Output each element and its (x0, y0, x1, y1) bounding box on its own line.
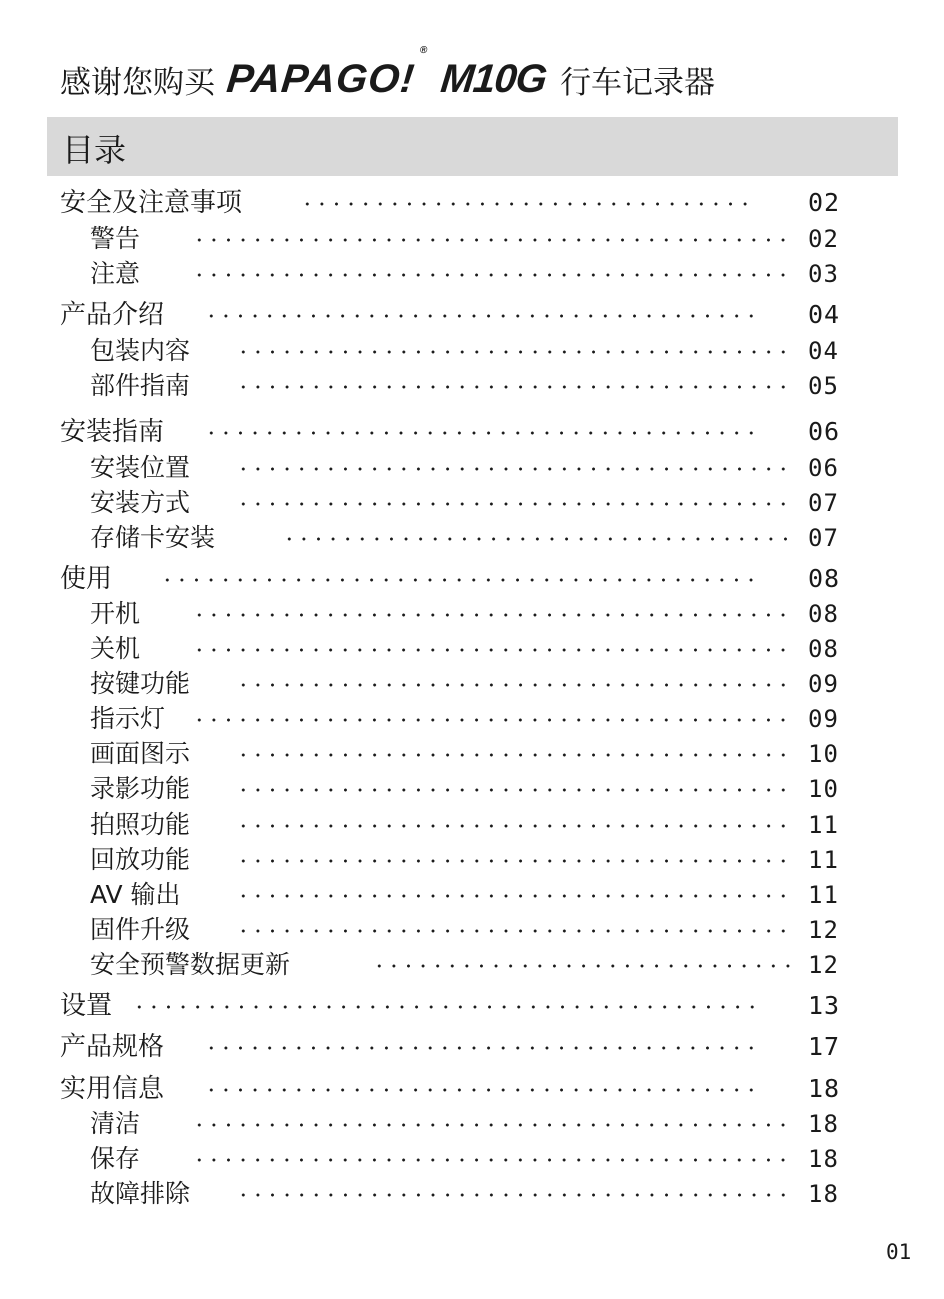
toc-subsection-entry[interactable] (0, 948, 944, 982)
toc-entry-page: 17 (808, 1032, 841, 1061)
toc-entry-label: 警告 (90, 224, 141, 253)
toc-subsection-entry[interactable] (0, 222, 944, 256)
toc-subsection-entry[interactable] (0, 772, 944, 806)
toc-section-entry[interactable] (0, 186, 944, 220)
toc-entry-label: 使用 (60, 564, 113, 594)
toc-entry-label: 实用信息 (60, 1074, 165, 1104)
dot-leader (372, 964, 796, 968)
toc-entry-page: 06 (808, 417, 841, 446)
dot-leader (236, 350, 796, 354)
toc-entry-label: 开机 (90, 599, 141, 628)
dot-leader (236, 683, 796, 687)
brand-name: PAPAGO! (224, 56, 418, 101)
dot-leader (236, 385, 796, 389)
toc-entry-label: 产品规格 (60, 1032, 165, 1062)
dot-leader (204, 1088, 758, 1092)
header-prefix: 感谢您购买 (60, 64, 215, 101)
dot-leader (236, 859, 796, 863)
toc-entry-label: 画面图示 (90, 739, 191, 768)
toc-entry-page: 11 (808, 811, 839, 839)
toc-subsection-entry[interactable] (0, 913, 944, 947)
toc-entry-page: 07 (808, 524, 839, 552)
toc-subsection-entry[interactable] (0, 702, 944, 736)
header-suffix: 行车记录器 (560, 64, 716, 101)
toc-entry-label: 存储卡安装 (90, 523, 216, 552)
toc-entry-label: 安全及注意事项 (60, 188, 243, 218)
toc-entry-label: 固件升级 (90, 915, 191, 944)
toc-entry-page: 04 (808, 337, 839, 365)
toc-subsection-entry[interactable] (0, 257, 944, 291)
toc-subsection-entry[interactable] (0, 1177, 944, 1211)
toc-entry-page: 12 (808, 951, 839, 979)
toc-entry-label: 回放功能 (90, 845, 191, 874)
toc-subsection-entry[interactable] (0, 843, 944, 877)
toc-entry-page: 02 (808, 188, 841, 217)
dot-leader (236, 1193, 796, 1197)
toc-subsection-entry[interactable] (0, 808, 944, 842)
toc-subsection-entry[interactable] (0, 369, 944, 403)
toc-section-entry[interactable] (0, 298, 944, 332)
toc-entry-page: 08 (808, 564, 841, 593)
toc-entry-page: 09 (808, 705, 839, 733)
toc-entry-label: 包装内容 (90, 336, 191, 365)
toc-entry-page: 18 (808, 1074, 841, 1103)
dot-leader (282, 537, 796, 541)
toc-subsection-entry[interactable] (0, 1107, 944, 1141)
toc-subsection-entry[interactable] (0, 451, 944, 485)
toc-entry-label: 设置 (60, 991, 113, 1021)
toc-subsection-entry[interactable] (0, 1142, 944, 1176)
dot-leader (300, 202, 758, 206)
dot-leader (236, 894, 796, 898)
dot-leader (204, 1046, 758, 1050)
toc-section-entry[interactable] (0, 1030, 944, 1064)
toc-entry-page: 07 (808, 489, 839, 517)
toc-title-bar (47, 117, 898, 176)
dot-leader (236, 467, 796, 471)
page-number: 01 (886, 1240, 912, 1264)
toc-entry-label: 拍照功能 (90, 810, 191, 839)
toc-entry-label: 产品介绍 (60, 300, 165, 330)
toc-entry-label: 录影功能 (90, 774, 191, 803)
toc-entry-label: 指示灯 (90, 704, 166, 733)
toc-title: 目录 (62, 131, 127, 169)
toc-entry-page: 18 (808, 1145, 839, 1173)
toc-entry-label: 保存 (90, 1144, 141, 1173)
toc-entry-label: 清洁 (90, 1109, 141, 1138)
dot-leader (192, 273, 796, 277)
toc-entry-page: 02 (808, 225, 839, 253)
toc-entry-label: 注意 (90, 259, 141, 288)
dot-leader (192, 718, 796, 722)
dot-leader (236, 929, 796, 933)
toc-subsection-entry[interactable] (0, 486, 944, 520)
toc-entry-page: 11 (808, 846, 839, 874)
dot-leader (192, 613, 796, 617)
toc-entry-label: AV 输出 (90, 880, 181, 909)
toc-section-entry[interactable] (0, 989, 944, 1023)
toc-section-entry[interactable] (0, 562, 944, 596)
toc-subsection-entry[interactable] (0, 521, 944, 555)
toc-entry-page: 10 (808, 740, 839, 768)
dot-leader (192, 1158, 796, 1162)
toc-subsection-entry[interactable] (0, 632, 944, 666)
toc-entry-page: 13 (808, 991, 841, 1020)
toc-entry-page: 18 (808, 1180, 839, 1208)
toc-entry-label: 安装位置 (90, 453, 191, 482)
toc-entry-page: 10 (808, 775, 839, 803)
toc-entry-label: 安全预警数据更新 (90, 950, 291, 979)
dot-leader (236, 753, 796, 757)
dot-leader (236, 824, 796, 828)
model-name: M10G (438, 56, 549, 101)
dot-leader (236, 788, 796, 792)
toc-entry-page: 03 (808, 260, 839, 288)
toc-entry-page: 05 (808, 372, 839, 400)
toc-subsection-entry[interactable] (0, 878, 944, 912)
dot-leader (192, 238, 796, 242)
toc-entry-page: 18 (808, 1110, 839, 1138)
registered-mark: ® (419, 44, 429, 56)
toc-entry-page: 04 (808, 300, 841, 329)
dot-leader (160, 578, 758, 582)
toc-entry-page: 12 (808, 916, 839, 944)
toc-entry-label: 安装方式 (90, 488, 191, 517)
toc-entry-label: 关机 (90, 634, 141, 663)
toc-entry-page: 06 (808, 454, 839, 482)
toc-subsection-entry[interactable] (0, 737, 944, 771)
toc-entry-page: 11 (808, 881, 839, 909)
toc-entry-label: 故障排除 (90, 1179, 191, 1208)
toc-subsection-entry[interactable] (0, 597, 944, 631)
toc-subsection-entry[interactable] (0, 667, 944, 701)
dot-leader (204, 431, 758, 435)
dot-leader (132, 1005, 758, 1009)
toc-subsection-entry[interactable] (0, 334, 944, 368)
dot-leader (204, 314, 758, 318)
dot-leader (192, 648, 796, 652)
dot-leader (236, 502, 796, 506)
toc-entry-label: 安装指南 (60, 417, 165, 447)
toc-entry-label: 按键功能 (90, 669, 191, 698)
toc-entry-page: 08 (808, 600, 839, 628)
toc-entry-page: 09 (808, 670, 839, 698)
document-header (60, 44, 716, 104)
toc-entry-label: 部件指南 (90, 371, 191, 400)
toc-entry-page: 08 (808, 635, 839, 663)
dot-leader (192, 1123, 796, 1127)
toc-section-entry[interactable] (0, 415, 944, 449)
toc-section-entry[interactable] (0, 1072, 944, 1106)
brand-logo (224, 44, 429, 102)
